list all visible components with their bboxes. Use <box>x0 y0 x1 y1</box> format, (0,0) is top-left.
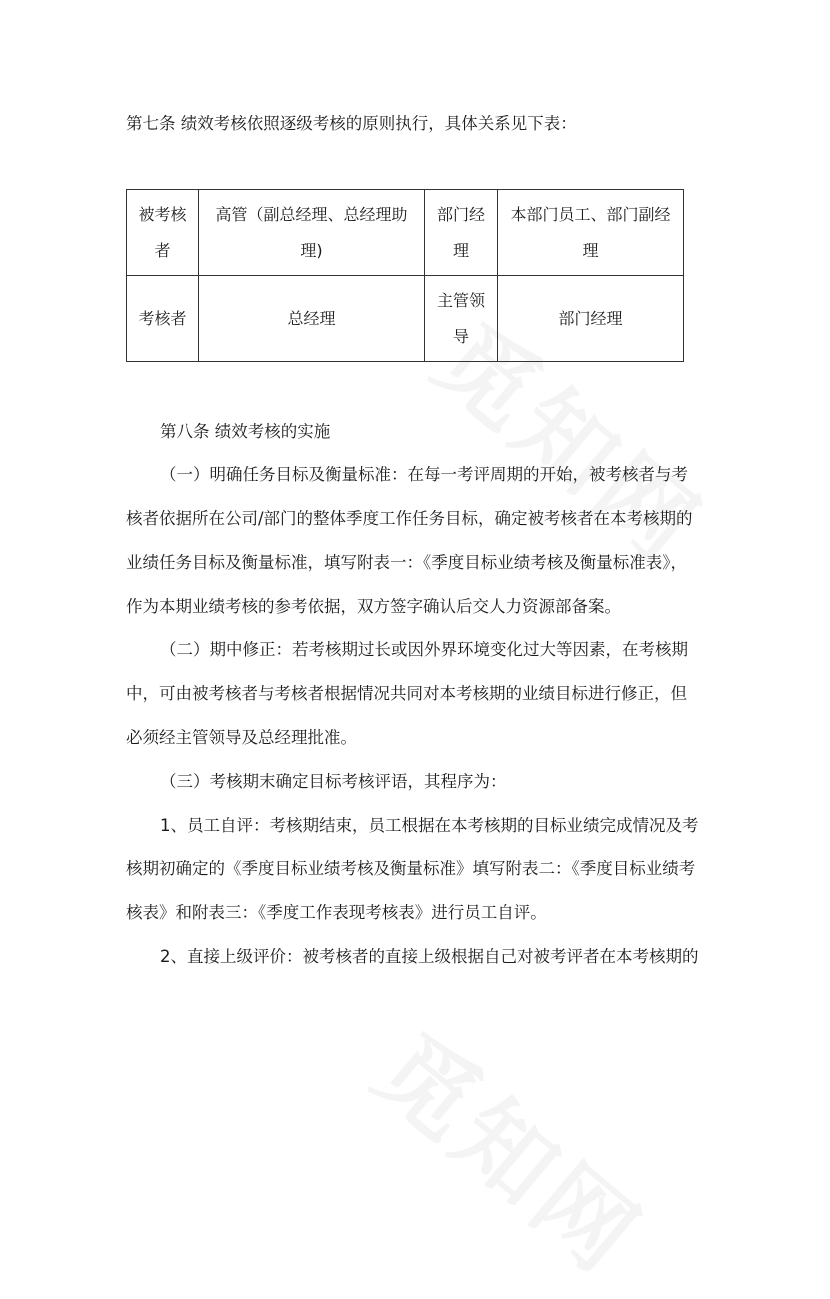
table-cell: 被考核 者 <box>127 190 199 276</box>
paragraph-line: 2、直接上级评价：被考核者的直接上级根据自己对被考评者在本考核期的 <box>160 947 699 966</box>
table-cell: 部门经理 <box>498 276 684 362</box>
table-row <box>127 276 684 362</box>
paragraph-line: 作为本期业绩考核的参考依据，双方签字确认后交人力资源部备案。 <box>126 597 621 616</box>
article-7-text: 第七条 绩效考核依照逐级考核的原则执行，具体关系见下表： <box>126 114 577 133</box>
table-cell: 主管领 导 <box>425 276 498 362</box>
table-cell: 高管（副总经理、总经理助 理) <box>199 190 425 276</box>
paragraph-line: 必须经主管领导及总经理批准。 <box>126 728 357 747</box>
table-cell: 考核者 <box>127 276 199 362</box>
table-cell: 本部门员工、部门副经 理 <box>498 190 684 276</box>
table-row <box>127 190 684 276</box>
paragraph-line: 核期初确定的《季度目标业绩考核及衡量标准》填写附表二：《季度目标业绩考 <box>126 859 696 878</box>
table-cell: 总经理 <box>199 276 425 362</box>
watermark <box>352 998 674 1299</box>
paragraph-line: 1、员工自评：考核期结束，员工根据在本考核期的目标业绩完成情况及考 <box>160 816 699 835</box>
paragraph-line: 核者依据所在公司/部门的整体季度工作任务目标，确定被考核者在本考核期的 <box>126 509 693 528</box>
assessment-relation-table <box>126 189 684 362</box>
paragraph-line: 核表》和附表三：《季度工作表现考核表》进行员工自评。 <box>126 903 547 922</box>
article-8-title: 第八条 绩效考核的实施 <box>160 422 331 441</box>
paragraph-line: （二）期中修正：若考核期过长或因外界环境变化过大等因素，在考核期 <box>160 640 688 659</box>
paragraph-line: 业绩任务目标及衡量标准，填写附表一：《季度目标业绩考核及衡量标准表》， <box>126 553 687 572</box>
paragraph-line: 中，可由被考核者与考核者根据情况共同对本考核期的业绩目标进行修正，但 <box>126 684 687 703</box>
table-cell: 部门经 理 <box>425 190 498 276</box>
paragraph-line: （一）明确任务目标及衡量标准：在每一考评周期的开始，被考核者与考 <box>160 465 688 484</box>
paragraph-line: （三）考核期末确定目标考核评语，其程序为： <box>160 772 507 791</box>
